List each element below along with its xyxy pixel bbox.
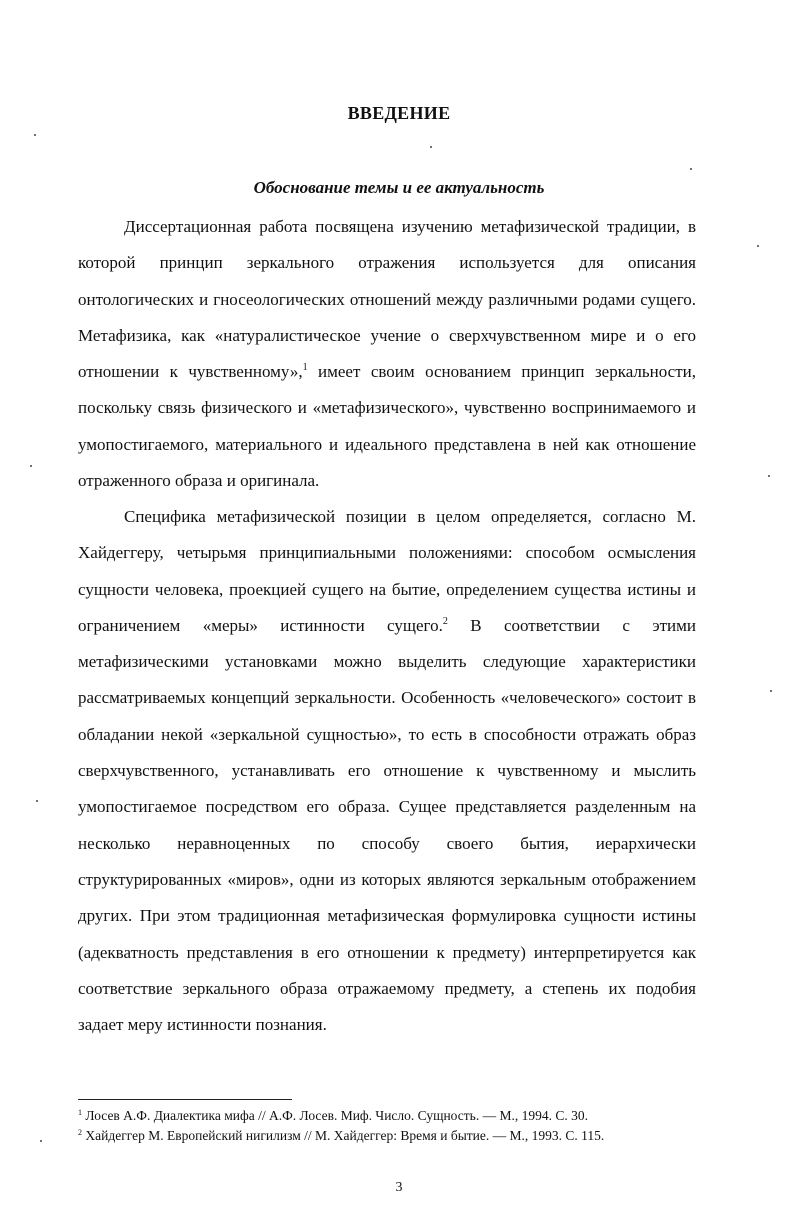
paragraph-2-text-a: Специфика метафизической позиции в целом определяется, согласно М. Хайдеггеру, четырьмя принципиальными положениями: способом осмысления сущности человека, проекцией сущего на бытие, определением существа истины и ограничением «меры» истинности сущего. — [78, 507, 696, 635]
paragraph-1-text-a: Диссертационная работа посвящена изучению метафизической традиции, в которой принцип зеркального отражения используется для описания онтологических и гносеологических отношений между различными родами сущего. Метафизика, как «натуралистическое учение о сверхчувственном мире и о его отношении к чувственному», — [78, 217, 696, 382]
footnote-ref-1: 1 — [302, 362, 308, 374]
scan-speck — [40, 1140, 42, 1142]
footnote-1-text: Лосев А.Ф. Диалектика мифа // А.Ф. Лосев. Миф. Число. Сущность. — М., 1994. С. 30. — [82, 1108, 588, 1123]
body-paragraph-1-block — [78, 209, 696, 499]
body-paragraph-2 — [78, 499, 696, 1043]
page-number: 3 — [395, 1180, 403, 1195]
footnote-2 — [78, 1126, 718, 1146]
body-paragraph-2-block — [78, 499, 696, 1043]
footnote-2-text: Хайдеггер М. Европейский нигилизм // М. Хайдеггер: Время и бытие. — М., 1993. С. 115. — [82, 1128, 605, 1143]
scan-speck — [30, 465, 32, 467]
scan-speck — [757, 245, 759, 247]
scan-speck — [34, 134, 36, 136]
footnote-2-marker: 2 — [78, 1128, 82, 1137]
footnote-ref-2: 2 — [442, 615, 448, 627]
scan-speck — [690, 168, 692, 170]
page-title: ВВЕДЕНИЕ — [347, 103, 451, 123]
footnote-divider — [78, 1099, 292, 1100]
section-subtitle: Обоснование темы и ее актуальность — [253, 178, 545, 197]
scan-speck — [770, 690, 772, 692]
scan-speck — [430, 146, 432, 148]
paragraph-2-text-b: В соответствии с этими метафизическими установками можно выделить следующие характеристики рассматриваемых концепций зеркальности. Особенность «человеческого» состоит в обладании некой «зеркальной сущностью», то есть в способности отражать образ сверхчувственного, устанавливать его отношение к чувственному и мыслить умопостигаемое посредством его образа. Сущее представляется разделенным на несколько неравноценных по способу своего бытия, иерархически структурированных «миров», одни из которых являются зеркальным отображением других. При этом традиционная метафизическая формулировка сущности истины (адекватность представления в его отношении к предмету) интерпретируется как соответствие зеркального образа отражаемому предмету, а степень их подобия задает меру истинности познания. — [78, 615, 697, 1035]
footnote-1 — [78, 1106, 718, 1126]
scan-speck — [768, 475, 770, 477]
footnotes — [78, 1106, 718, 1146]
footnote-1-marker: 1 — [78, 1108, 82, 1117]
scan-speck — [36, 800, 38, 802]
paragraph-1-text-b: имеет своим основанием принцип зеркальности, поскольку связь физического и «метафизического», чувственно воспринимаемого и умопостигаемого, материального и идеального представлена в ней как отношение отраженного образа и оригинала. — [78, 362, 696, 491]
body-paragraph-1 — [78, 209, 696, 499]
